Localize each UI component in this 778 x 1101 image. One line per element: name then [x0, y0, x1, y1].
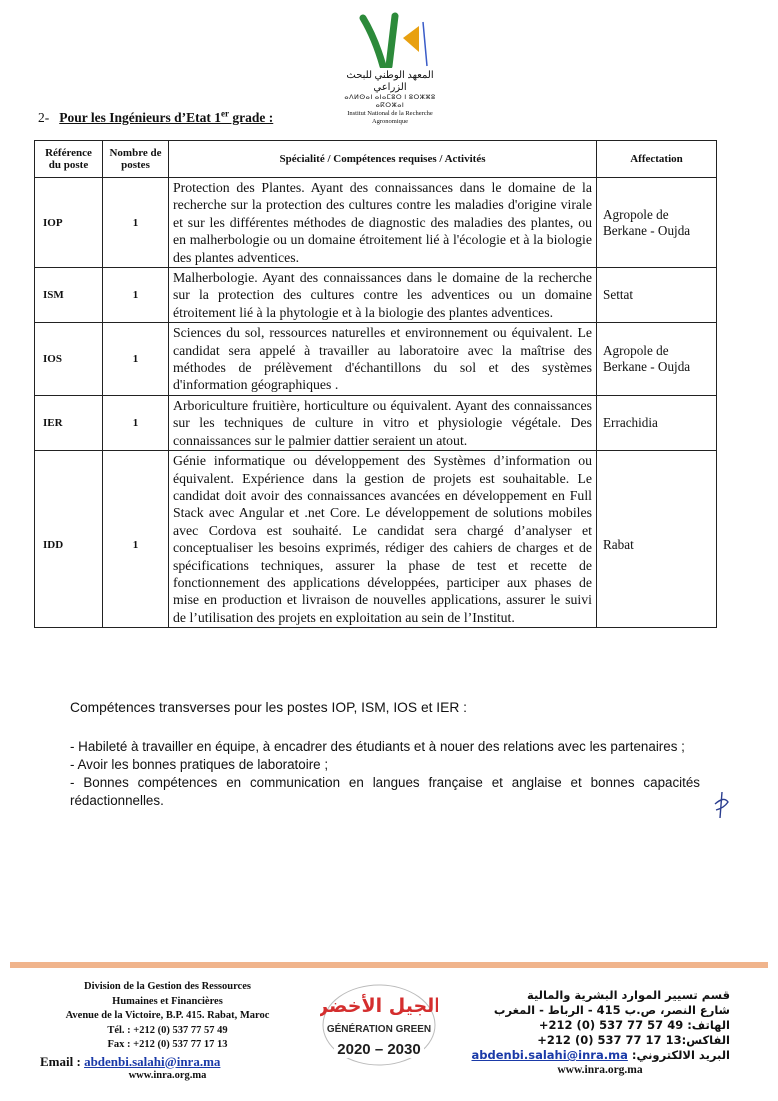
post-speciality: Arboriculture fruitière, horticulture ou équivalent. Ayant des connaissances sur les techniques de culture in vitro et physiologie végétale. Des connaissances sur le palmier dattier seraient un atout. [169, 395, 597, 450]
post-count: 1 [103, 395, 169, 450]
list-item: - Habileté à travailler en équipe, à encadrer des étudiants et à nouer des relations avec les partenaires ; [70, 739, 685, 754]
header-speciality: Spécialité / Compétences requises / Activités [169, 141, 597, 178]
post-reference: IOP [35, 178, 103, 268]
post-affectation: Errachidia [597, 395, 717, 450]
footer-email-label: Email : [40, 1053, 85, 1069]
footer-division-2: Humaines et Financières [112, 995, 223, 1007]
footer-tel: Tél. : +212 (0) 537 77 57 49 [107, 1024, 228, 1036]
footer-email-label-ar: البريد الالكتروني: [627, 1048, 730, 1062]
post-reference: IDD [35, 451, 103, 628]
section-title-main: Pour les Ingénieurs d’Etat 1 [59, 109, 222, 125]
badge-arabic: الجيل الأخضر [320, 995, 438, 1017]
institute-name-tifinagh: ⴰⴷⵍⵙⴰⵏ ⴰⵏⴰⵎⵓⵔ ⵏ ⵓⵔⵣⵣⵓ ⴰⴽⵔⵣⴰⵏ [344, 94, 436, 109]
header-affectation: Affectation [597, 141, 717, 178]
footer-right [470, 988, 730, 1078]
section-title-text [59, 110, 273, 125]
section-title-end: grade : [229, 109, 274, 125]
footer-address-ar: شارع النصر، ص.ب 415 - الرباط - المغرب [493, 1003, 730, 1017]
header-reference: Référence du poste [35, 141, 103, 178]
table-row [35, 395, 717, 450]
handwritten-initial [712, 790, 732, 825]
list-item: - Avoir les bonnes pratiques de laboratoire ; [70, 757, 329, 772]
table-row [35, 451, 717, 628]
badge-years: 2020 – 2030 [337, 1041, 421, 1058]
header-number: Nombre de postes [103, 141, 169, 178]
post-reference: ISM [35, 268, 103, 323]
footer-division: Division de la Gestion des Ressources [84, 981, 251, 992]
post-speciality: Protection des Plantes. Ayant des connaissances dans le domaine de la recherche sur la protection des cultures contre les maladies d'origine virale et sur les différentes méthodes de diagnostic des maladies des plantes, ou en malherbologie ou un domaine étroitement lié à l'écologie et à la biologie des plantes adventices. [169, 178, 597, 268]
post-count: 1 [103, 268, 169, 323]
footer-email-link-ar[interactable]: abdenbi.salahi@inra.ma [471, 1048, 628, 1062]
post-speciality: Malherbologie. Ayant des connaissances dans le domaine de la recherche sur la protection des cultures contre les adventices ou un domaine étroitement lié à la phytologie et à la biologie des plantes adventices. [169, 268, 597, 323]
footer-website: www.inra.org.ma [128, 1070, 207, 1081]
post-count: 1 [103, 451, 169, 628]
post-speciality: Sciences du sol, ressources naturelles et environnement ou équivalent. Le candidat sera appelé à travailler au laboratoire avec la maîtrise des méthodes de prélèvement d'échantillons du sol et des systèmes d'information géographiques . [169, 323, 597, 396]
footer-division-ar: قسم تسيير الموارد البشرية والمالية [527, 988, 730, 1002]
footer-address: Avenue de la Victoire, B.P. 415. Rabat, Maroc [65, 1010, 270, 1021]
table-row [35, 323, 717, 396]
post-reference: IOS [35, 323, 103, 396]
table-row [35, 178, 717, 268]
footer-divider [10, 962, 768, 968]
institute-name-arabic: المعهد الوطني للبحث الزراعي [346, 70, 434, 93]
footer-fax-ar: الفاكس:13 17 77 537 (0) 212+ [537, 1033, 730, 1047]
posts-table [34, 140, 717, 628]
inra-logo [330, 8, 450, 125]
section-number: 2- [38, 109, 50, 125]
section-title [38, 108, 273, 126]
footer-email-line-ar [470, 1048, 730, 1063]
post-speciality: Génie informatique ou développement des Systèmes d’information ou équivalent. Expérience dans la gestion de projets est souhaitable. Le candidat doit avoir des connaissances avancées en développement en Full Stack avec Angular et .net Core. Le développement de solutions mobiles avec Cordova est souhaité. Le candidat sera chargé d’analyser et conceptualiser les besoins exprimés, rédiger des cahiers de charges et de spécifications techniques, assurer la phase de test et recette de fonctionnement des applications développées, participer aux phases de mise en production et livraison de nouvelles applications, assurer le suivi de l’utilisation des projets en exploitation au sein de l’Institut. [169, 451, 597, 628]
badge-english: GÉNÉRATION GREEN [326, 1024, 432, 1035]
institute-name-french: Institut National de la Recherche Agronomique [347, 110, 433, 125]
post-reference: IER [35, 395, 103, 450]
post-affectation: Rabat [597, 451, 717, 628]
section-title-sup: er [221, 108, 230, 118]
generation-green-badge [320, 982, 438, 1068]
footer-email-link[interactable]: abdenbi.salahi@inra.ma [84, 1053, 221, 1069]
footer-email-line [40, 1055, 295, 1070]
table-row [35, 268, 717, 323]
footer-tel-ar: الهاتف: 49 57 77 537 (0) 212+ [538, 1018, 730, 1032]
initial-mark-icon [712, 790, 732, 820]
inra-emblem-icon [345, 8, 435, 68]
list-item: - Bonnes compétences en communication en langues française et anglaise et bonnes capacités rédactionnelles. [70, 775, 700, 808]
transverse-list [70, 738, 700, 810]
post-affectation: Settat [597, 268, 717, 323]
footer-fax: Fax : +212 (0) 537 77 17 13 [107, 1039, 228, 1050]
table-header-row [35, 141, 717, 178]
post-affectation: Agropole de Berkane - Oujda [597, 178, 717, 268]
post-count: 1 [103, 323, 169, 396]
post-affectation: Agropole de Berkane - Oujda [597, 323, 717, 396]
footer-left [40, 980, 295, 1084]
transverse-title: Compétences transverses pour les postes IOP, ISM, IOS et IER : [70, 700, 467, 715]
post-count: 1 [103, 178, 169, 268]
footer-website-ar: www.inra.org.ma [557, 1064, 643, 1076]
